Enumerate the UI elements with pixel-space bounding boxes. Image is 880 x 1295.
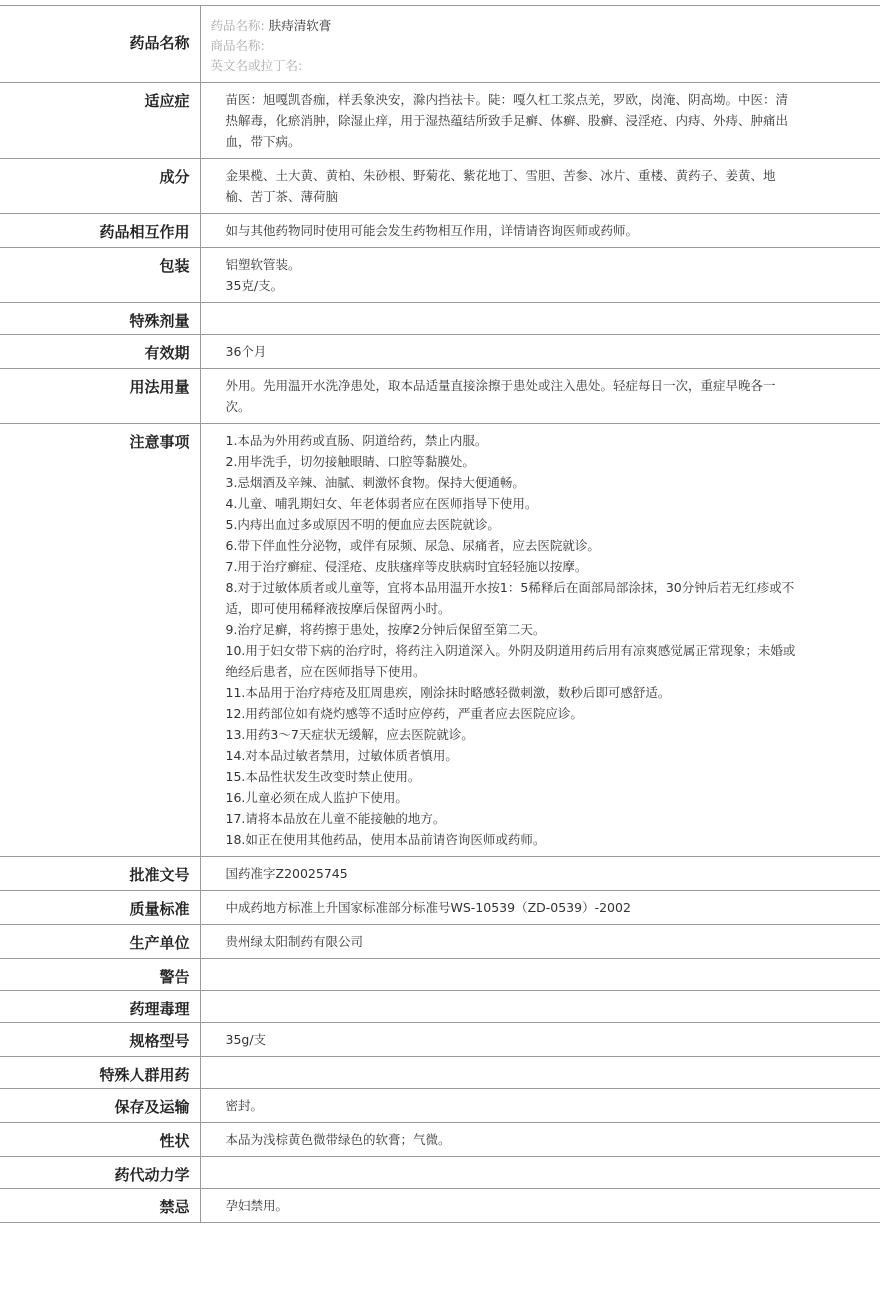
table-row <box>0 891 880 925</box>
row-label: 适应症 <box>0 83 200 159</box>
table-row <box>0 335 880 369</box>
row-label: 药品名称 <box>0 6 200 83</box>
table-row <box>0 248 880 303</box>
row-label: 生产单位 <box>0 925 200 959</box>
table-row <box>0 83 880 159</box>
row-label: 保存及运输 <box>0 1089 200 1123</box>
value-line: 国药准字Z20025745 <box>226 863 801 884</box>
value-line: 35g/支 <box>226 1029 801 1050</box>
row-label: 注意事项 <box>0 424 200 857</box>
value-line: 9.治疗足癣，将药擦于患处，按摩2分钟后保留至第二天。 <box>226 619 801 640</box>
value-line: 密封。 <box>226 1095 801 1116</box>
table-row <box>0 1089 880 1123</box>
table-row <box>0 1189 880 1223</box>
row-label: 有效期 <box>0 335 200 369</box>
row-value <box>200 335 880 369</box>
table-row <box>0 959 880 991</box>
value-line: 6.带下伴血性分泌物，或伴有尿频、尿急、尿痛者，应去医院就诊。 <box>226 535 801 556</box>
row-label: 用法用量 <box>0 369 200 424</box>
row-value <box>200 1057 880 1089</box>
row-label: 包装 <box>0 248 200 303</box>
table-row <box>0 1157 880 1189</box>
value-line: 贵州绿太阳制药有限公司 <box>226 931 801 952</box>
row-value <box>200 1123 880 1157</box>
row-value <box>200 159 880 214</box>
value-line: 7.用于治疗癣症、侵淫疮、皮肤瘙痒等皮肤病时宜轻轻施以按摩。 <box>226 556 801 577</box>
value-line: 8.对于过敏体质者或儿童等，宜将本品用温开水按1：5稀释后在面部局部涂抹，30分钟后若无红疹或不适，即可使用稀释液按摩后保留两小时。 <box>226 577 801 619</box>
value-line: 4.儿童、哺乳期妇女、年老体弱者应在医师指导下使用。 <box>226 493 801 514</box>
row-value <box>200 891 880 925</box>
value-line: 35克/支。 <box>226 275 801 296</box>
value-line: 11.本品用于治疗痔疮及肛周患疾，刚涂抹时略感轻微刺激，数秒后即可感舒适。 <box>226 682 801 703</box>
value-line: 如与其他药物同时使用可能会发生药物相互作用，详情请咨询医师或药师。 <box>226 220 801 241</box>
table-row <box>0 159 880 214</box>
row-label: 性状 <box>0 1123 200 1157</box>
row-value <box>200 369 880 424</box>
value-line: 孕妇禁用。 <box>226 1195 801 1216</box>
row-value <box>200 991 880 1023</box>
generic-name-key: 药品名称: <box>211 18 265 33</box>
english-name-line <box>211 56 880 76</box>
row-drug-name <box>0 6 880 83</box>
value-line: 中成药地方标准上升国家标准部分标准号WS-10539（ZD-0539）-2002 <box>226 897 801 918</box>
value-line: 铝塑软管装。 <box>226 254 801 275</box>
row-label: 成分 <box>0 159 200 214</box>
table-row <box>0 424 880 857</box>
trade-name-line <box>211 36 880 56</box>
english-name-key: 英文名或拉丁名: <box>211 58 303 73</box>
row-label: 警告 <box>0 959 200 991</box>
value-line: 外用。先用温开水洗净患处，取本品适量直接涂擦于患处或注入患处。轻症每日一次，重症早晚各一次。 <box>226 375 801 417</box>
value-line: 2.用毕洗手，切勿接触眼睛、口腔等黏膜处。 <box>226 451 801 472</box>
row-label: 药代动力学 <box>0 1157 200 1189</box>
table-row <box>0 1123 880 1157</box>
generic-name-value: 肤痔清软膏 <box>269 18 332 33</box>
drug-info-sheet <box>0 5 880 1223</box>
table-row <box>0 991 880 1023</box>
value-line: 12.用药部位如有烧灼感等不适时应停药，严重者应去医院应诊。 <box>226 703 801 724</box>
row-value <box>200 83 880 159</box>
value-line: 3.忌烟酒及辛辣、油腻、刺激怀食物。保持大便通畅。 <box>226 472 801 493</box>
table-row <box>0 925 880 959</box>
value-line: 18.如正在使用其他药品，使用本品前请咨询医师或药师。 <box>226 829 801 850</box>
value-line: 1.本品为外用药或直肠、阴道给药，禁止内服。 <box>226 430 801 451</box>
table-row <box>0 1023 880 1057</box>
value-line: 本品为浅棕黄色微带绿色的软膏；气微。 <box>226 1129 801 1150</box>
row-value <box>200 248 880 303</box>
row-value <box>200 1089 880 1123</box>
value-line: 10.用于妇女带下病的治疗时，将药注入阴道深入。外阴及阴道用药后用有凉爽感觉属正常现象；未婚或绝经后患者，应在医师指导下使用。 <box>226 640 801 682</box>
row-label: 药品相互作用 <box>0 214 200 248</box>
row-value <box>200 424 880 857</box>
row-label: 批准文号 <box>0 857 200 891</box>
row-label: 特殊剂量 <box>0 303 200 335</box>
table-row <box>0 857 880 891</box>
drug-info-table-body <box>0 6 880 1223</box>
value-line: 15.本品性状发生改变时禁止使用。 <box>226 766 801 787</box>
value-line: 5.内痔出血过多或原因不明的便血应去医院就诊。 <box>226 514 801 535</box>
value-line: 金果榄、土大黄、黄柏、朱砂根、野菊花、紫花地丁、雪胆、苦参、冰片、重楼、黄药子、姜黄、地榆、苦丁茶、薄荷脑 <box>226 165 801 207</box>
row-value <box>200 1023 880 1057</box>
row-label: 规格型号 <box>0 1023 200 1057</box>
table-row <box>0 303 880 335</box>
row-value <box>200 857 880 891</box>
trade-name-key: 商品名称: <box>211 38 265 53</box>
table-row <box>0 369 880 424</box>
table-row <box>0 214 880 248</box>
row-value <box>200 1157 880 1189</box>
row-value <box>200 303 880 335</box>
row-value <box>200 959 880 991</box>
value-line: 13.用药3～7天症状无缓解，应去医院就诊。 <box>226 724 801 745</box>
row-value <box>200 1189 880 1223</box>
value-line: 16.儿童必须在成人监护下使用。 <box>226 787 801 808</box>
row-label: 禁忌 <box>0 1189 200 1223</box>
row-label: 药理毒理 <box>0 991 200 1023</box>
value-line: 36个月 <box>226 341 801 362</box>
row-value <box>200 214 880 248</box>
drug-name-block <box>200 6 880 83</box>
generic-name-line <box>211 16 880 36</box>
value-line: 苗医：旭嘎凯沓痂，样丢象泱安，滁内挡祛卡。陡：嘎久杠工浆点羌，罗欧，岗淹、阴高坳。中医：清热解毒，化瘀消肿，除湿止痒，用于湿热蕴结所致手足癣、体癣、股癣、浸淫疮、内痔、外痔、肿痛出血，带下病。 <box>226 89 801 152</box>
row-label: 特殊人群用药 <box>0 1057 200 1089</box>
table-row <box>0 1057 880 1089</box>
value-line: 17.请将本品放在儿童不能接触的地方。 <box>226 808 801 829</box>
drug-info-table <box>0 5 880 1223</box>
row-label: 质量标准 <box>0 891 200 925</box>
value-line: 14.对本品过敏者禁用，过敏体质者慎用。 <box>226 745 801 766</box>
row-value <box>200 925 880 959</box>
